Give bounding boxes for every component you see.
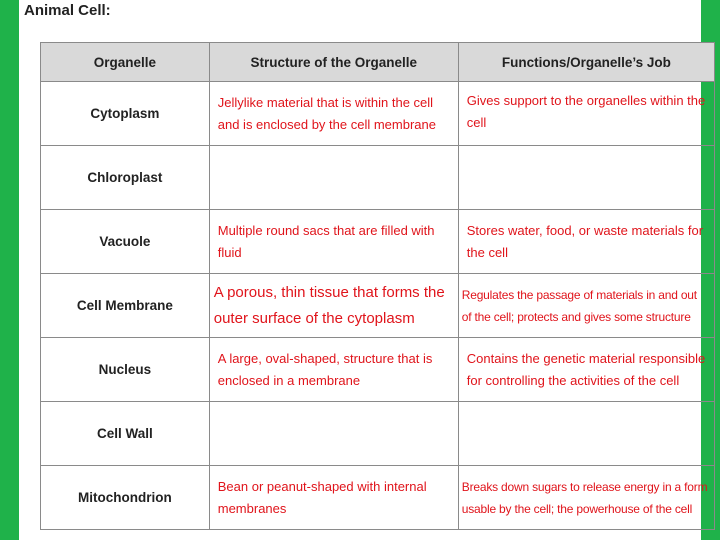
organelle-name: Cell Membrane: [41, 274, 210, 338]
table-row-cytoplasm: [41, 82, 715, 146]
function-answer: Gives support to the organelles within the cell: [458, 82, 714, 146]
organelle-name: Nucleus: [41, 338, 210, 402]
table-header-row: [41, 43, 715, 82]
organelle-name: Mitochondrion: [41, 466, 210, 530]
function-answer: [458, 146, 714, 210]
function-answer: [458, 402, 714, 466]
structure-answer: A large, oval-shaped, structure that is enclosed in a membrane: [209, 338, 458, 402]
structure-answer: Jellylike material that is within the cell and is enclosed by the cell membrane: [209, 82, 458, 146]
function-answer: Stores water, food, or waste materials for the cell: [458, 210, 714, 274]
structure-answer: [209, 402, 458, 466]
table-row-cell-wall: [41, 402, 715, 466]
table-row-cell-membrane: [41, 274, 715, 338]
table-row-mitochondrion: [41, 466, 715, 530]
structure-answer: Bean or peanut-shaped with internal membranes: [209, 466, 458, 530]
function-answer: Breaks down sugars to release energy in a form usable by the cell; the powerhouse of the cell: [458, 466, 714, 530]
column-header-organelle: Organelle: [41, 43, 210, 82]
structure-answer: A porous, thin tissue that forms the outer surface of the cytoplasm: [209, 274, 458, 338]
organelle-table: [40, 42, 715, 530]
function-answer: Contains the genetic material responsible for controlling the activities of the cell: [458, 338, 714, 402]
column-header-structure: Structure of the Organelle: [209, 43, 458, 82]
table-row-nucleus: [41, 338, 715, 402]
structure-answer: Multiple round sacs that are filled with fluid: [209, 210, 458, 274]
page-title: Animal Cell:: [24, 2, 111, 19]
table-row-vacuole: [41, 210, 715, 274]
table-row-chloroplast: [41, 146, 715, 210]
worksheet-page: [19, 0, 708, 540]
organelle-name: Cell Wall: [41, 402, 210, 466]
column-header-function: Functions/Organelle’s Job: [458, 43, 714, 82]
organelle-name: Chloroplast: [41, 146, 210, 210]
organelle-name: Vacuole: [41, 210, 210, 274]
function-answer: Regulates the passage of materials in and out of the cell; protects and gives some structure: [458, 274, 714, 338]
organelle-name: Cytoplasm: [41, 82, 210, 146]
structure-answer: [209, 146, 458, 210]
